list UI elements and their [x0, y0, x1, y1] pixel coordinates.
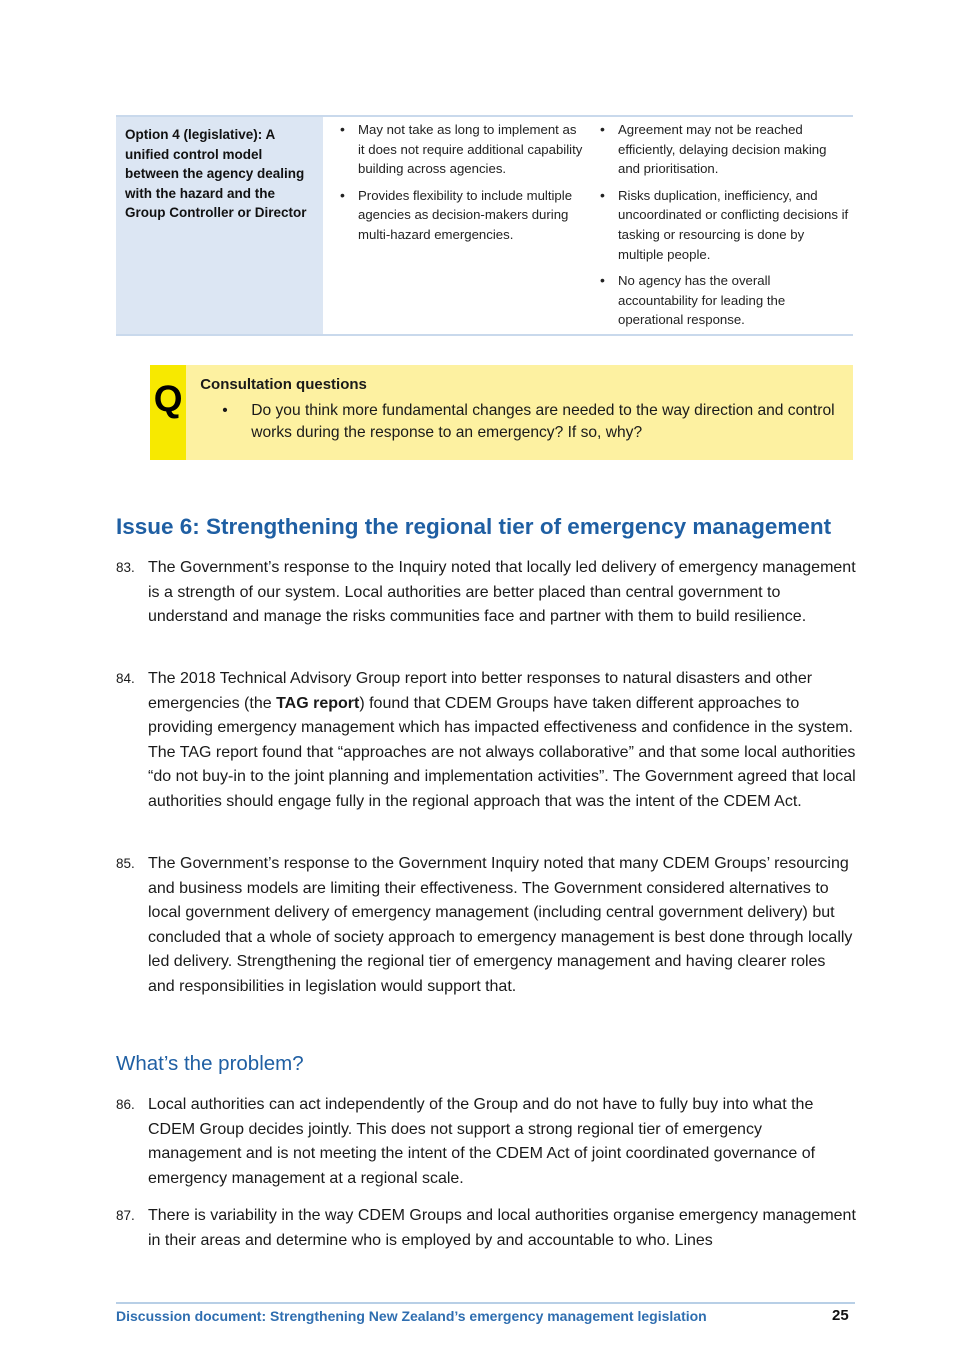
paragraph-number: 85.	[116, 856, 135, 871]
pro-item: • May not take as long to implement as it does not require additional capability building across agencies.	[337, 120, 584, 179]
paragraph-text: The 2018 Technical Advisory Group report into better responses to natural disasters and other emergencies (the TAG report) found that CDEM Groups have taken different approaches to providing emergency management which has impacted effectiveness and confidence in the system. The TAG report found that “approaches are not always collaborative” and that some local authorities “do not buy-in to the joint planning and implementation activities”. The Government agreed that local authorities should engage fully in the regional approach that was the intent of the CDEM Act.	[148, 670, 856, 810]
consultation-body	[186, 365, 853, 460]
issue-heading: Issue 6: Strengthening the regional tier of emergency management	[116, 514, 832, 539]
tag-report-term: TAG report	[276, 694, 360, 712]
question-icon: Q	[150, 365, 186, 460]
footer-title: Discussion document: Strengthening New Zealand’s emergency management legislation	[116, 1308, 707, 1324]
paragraph-83	[116, 556, 856, 630]
paragraph-text: Local authorities can act independently of the Group and do not have to fully buy into what the CDEM Group decides jointly. This does not support a strong regional tier of emergency management and is not meeting the intent of the CDEM Act of joint coordinated governance of emergency management at a regional scale.	[148, 1096, 816, 1187]
pros-column	[323, 117, 588, 334]
paragraph-number: 84.	[116, 671, 135, 686]
paragraph-text: The Government’s response to the Government Inquiry noted that many CDEM Groups’ resourcing and business models are limiting their effectiveness. The Government considered alternatives to local government delivery of emergency management (including central government delivery) but concluded that a whole of society approach to emergency management is best done through locally led delivery. Strengthening the regional tier of emergency management and having clearer roles and responsibilities in legislation would support that.	[148, 855, 853, 995]
con-item: • Risks duplication, inefficiency, and uncoordinated or conflicting decisions if tasking or resourcing is done by multiple people.	[597, 186, 849, 264]
consultation-questions-box	[150, 365, 853, 460]
consultation-title: Consultation questions	[200, 376, 367, 393]
paragraph-number: 83.	[116, 560, 135, 575]
option-heading: Option 4 (legislative): A unified control model between the agency dealing with the hazard and the Group Controller or Director	[116, 117, 323, 334]
options-table	[116, 115, 853, 336]
page-number: 25	[832, 1307, 849, 1324]
paragraph-text: The Government’s response to the Inquiry noted that locally led delivery of emergency management is a strength of our system. Local authorities are better placed than central government to understand and manage the risks communities face and partner with them to build resilience.	[148, 559, 856, 625]
problem-heading: What’s the problem?	[116, 1052, 304, 1075]
paragraph-85	[116, 852, 856, 999]
paragraph-number: 87.	[116, 1208, 135, 1223]
paragraph-text: There is variability in the way CDEM Groups and local authorities organise emergency management in their areas and determine who is employed by and accountable to who. Lines	[148, 1207, 856, 1249]
footer-divider	[116, 1302, 855, 1304]
consultation-question: • Do you think more fundamental changes are needed to the way direction and control works during the response to an emergency? If so, why?	[200, 400, 843, 444]
pro-item: • Provides flexibility to include multiple agencies as decision-makers during multi-hazard emergencies.	[337, 186, 584, 245]
paragraph-84	[116, 667, 856, 814]
cons-column	[588, 117, 853, 334]
paragraph-number: 86.	[116, 1097, 135, 1112]
paragraph-87	[116, 1204, 856, 1253]
con-item: • Agreement may not be reached efficiently, delaying decision making and prioritisation.	[597, 120, 849, 179]
paragraph-86	[116, 1093, 856, 1191]
con-item: • No agency has the overall accountability for leading the operational response.	[597, 271, 849, 330]
